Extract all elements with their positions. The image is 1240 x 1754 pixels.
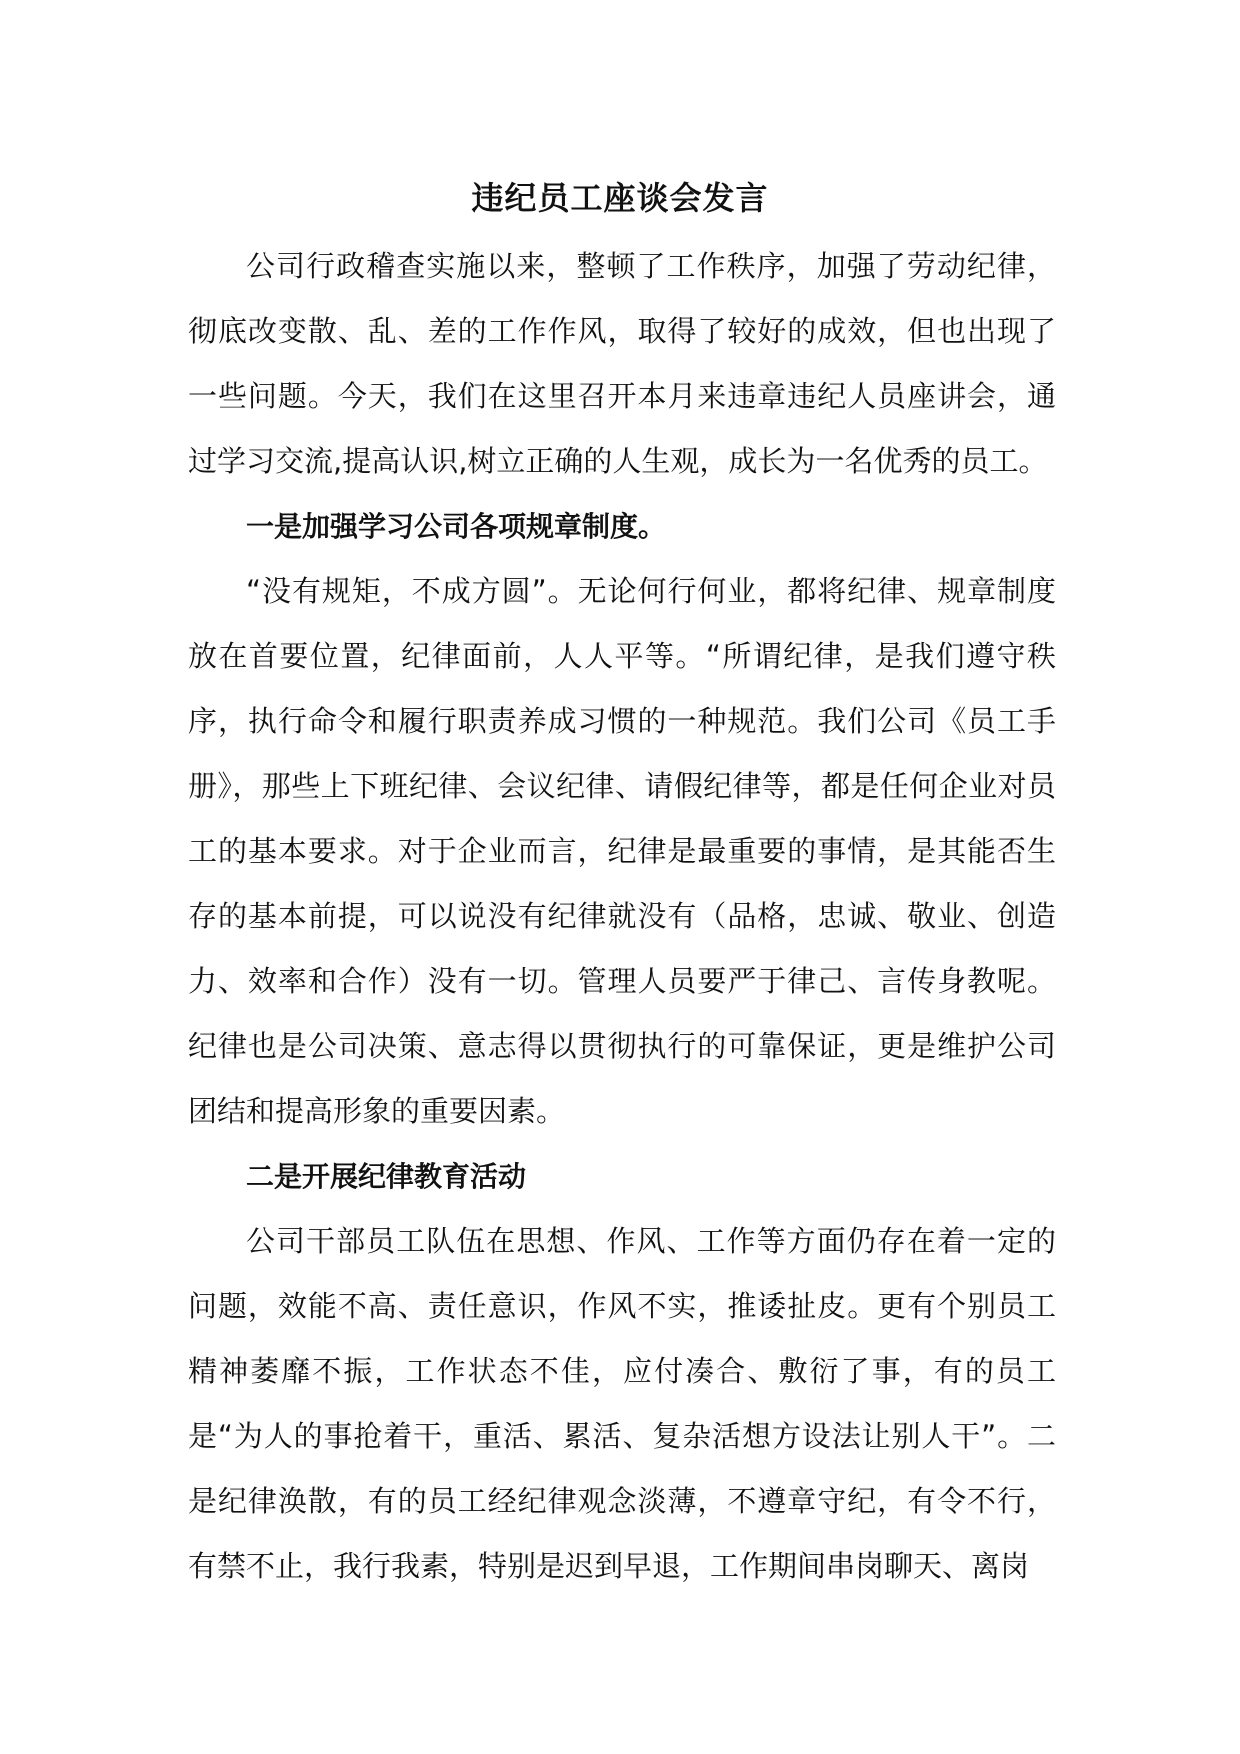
section-heading-1: 一是加强学习公司各项规章制度。: [246, 510, 667, 543]
document-title: 违纪员工座谈会发言: [471, 179, 769, 217]
section-1-paragraph: “没有规矩，不成方圆”。无论何行何业，都将纪律、规章制度放在首要位置，纪律面前，人人平等。“所谓纪律，是我们遵守秩序，执行命令和履行职责养成习惯的一种规范。我们公司《员工手册》，那些上下班纪律、会议纪律、请假纪律等，都是任何企业对员工的基本要求。对于企业而言，纪律是最重要的事情，是其能否生存的基本前提，可以说没有纪律就没有（品格，忠诚、敬业、创造力、效率和合作）没有一切。管理人员要严于律己、言传身教呢。纪律也是公司决策、意志得以贯彻执行的可靠保证，更是维护公司团结和提高形象的重要因素。: [188, 574, 1056, 1128]
section-2-paragraph: 公司干部员工队伍在思想、作风、工作等方面仍存在着一定的问题，效能不高、责任意识，作风不实，推诿扯皮。更有个别员工精神萎靡不振，工作状态不佳，应付凑合、敷衍了事，有的员工是“为人的事抢着干，重活、累活、复杂活想方设法让别人干”。二是纪律涣散，有的员工经纪律观念淡薄，不遵章守纪，有令不行，有禁不止，我行我素，特别是迟到早退，工作期间串岗聊天、离岗: [188, 1224, 1056, 1583]
intro-paragraph: 公司行政稽查实施以来，整顿了工作秩序，加强了劳动纪律，彻底改变散、乱、差的工作作风，取得了较好的成效，但也出现了一些问题。今天，我们在这里召开本月来违章违纪人员座讲会，通过学习交流,提高认识,树立正确的人生观，成长为一名优秀的员工。: [188, 249, 1056, 478]
document-body: [188, 234, 1056, 1599]
section-heading-2: 二是开展纪律教育活动: [246, 1160, 527, 1193]
